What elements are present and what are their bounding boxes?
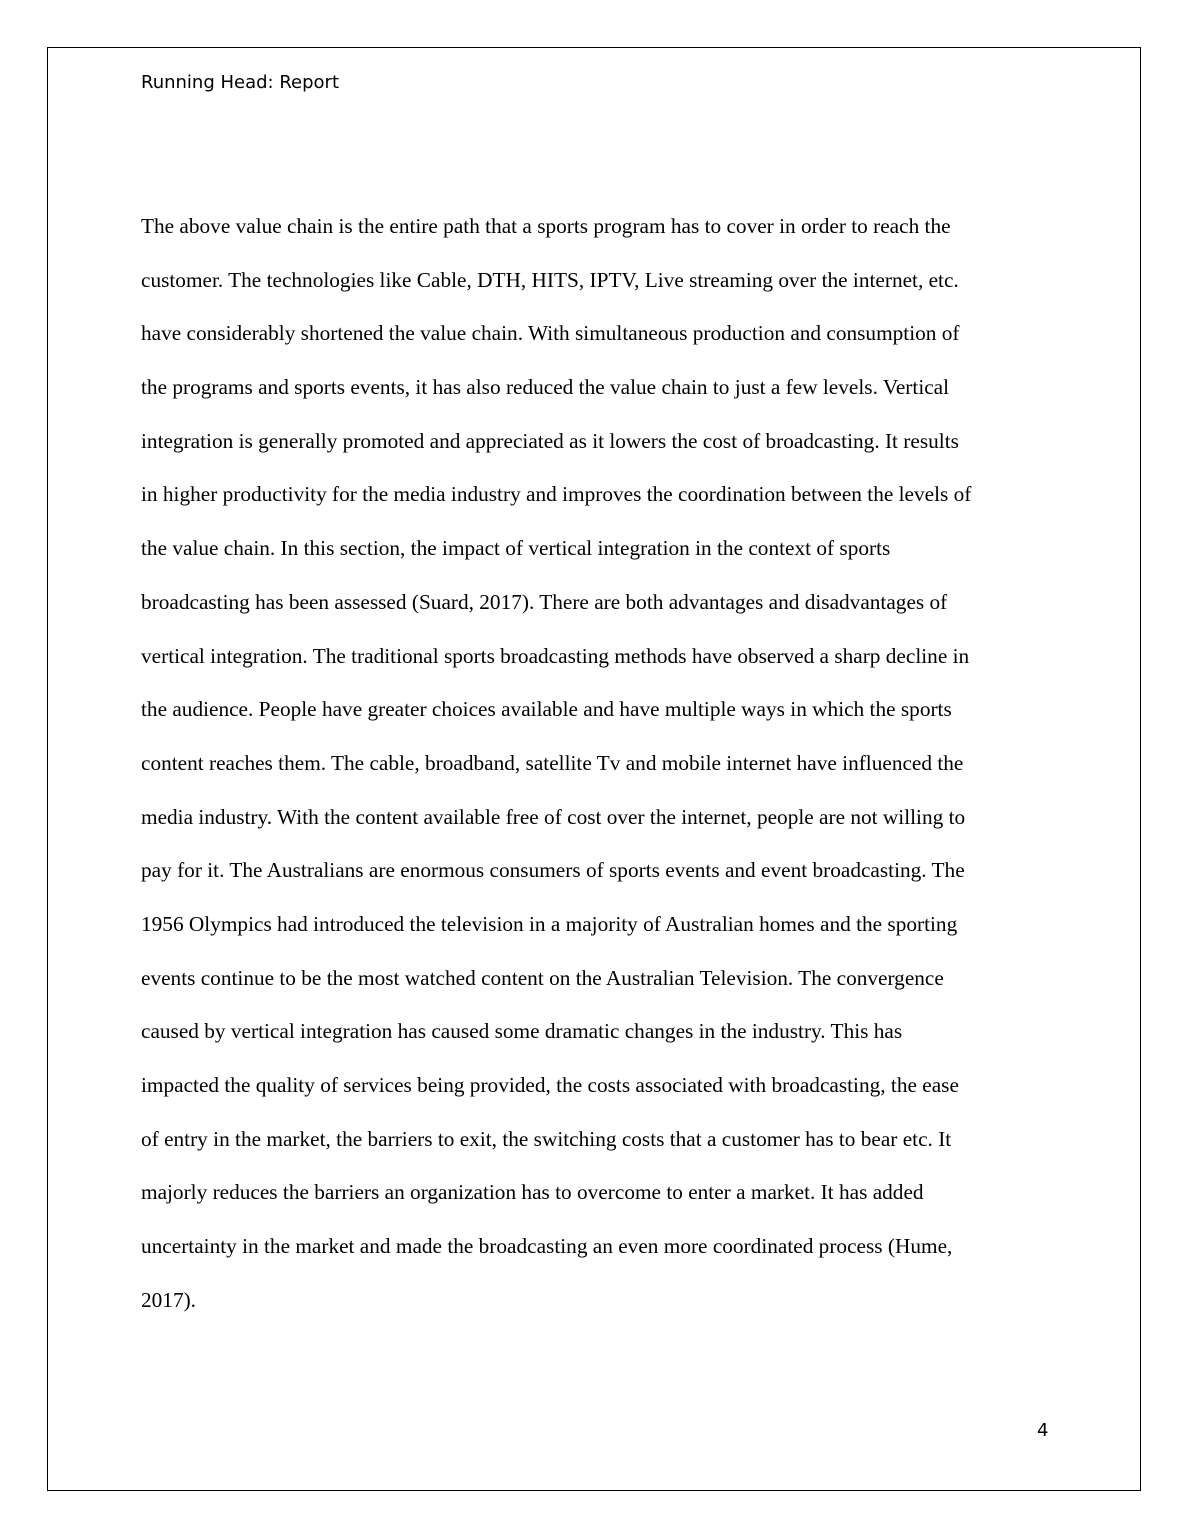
paragraph-line: 2017). xyxy=(141,1287,197,1312)
paragraph-line: the programs and sports events, it has also reduced the value chain to just a few levels. Vertical xyxy=(141,375,950,400)
running-head: Running Head: Report xyxy=(141,72,339,93)
paragraph-line: content reaches them. The cable, broadband, satellite Tv and mobile internet have influenced the xyxy=(141,750,964,775)
paragraph-line: impacted the quality of services being provided, the costs associated with broadcasting, the ease xyxy=(141,1073,959,1097)
paragraph-line: events continue to be the most watched content on the Australian Television. The convergence xyxy=(141,965,944,990)
paragraph-line: pay for it. The Australians are enormous consumers of sports events and event broadcasting. The xyxy=(141,858,965,883)
paragraph-line: broadcasting has been assessed (Suard, 2017). There are both advantages and disadvantages of xyxy=(141,589,948,614)
paragraph-line: customer. The technologies like Cable, DTH, HITS, IPTV, Live streaming over the internet, etc. xyxy=(141,267,959,292)
body-paragraph xyxy=(141,208,971,1335)
paragraph-line: vertical integration. The traditional sports broadcasting methods have observed a sharp decline in xyxy=(141,643,970,668)
paragraph-line: 1956 Olympics had introduced the television in a majority of Australian homes and the sporting xyxy=(141,911,958,936)
paragraph-line: caused by vertical integration has caused some dramatic changes in the industry. This has xyxy=(141,1019,903,1044)
paragraph-line: the audience. People have greater choices available and have multiple ways in which the sports xyxy=(141,697,952,722)
paragraph-line: of entry in the market, the barriers to exit, the switching costs that a customer has to bear etc. It xyxy=(141,1126,952,1151)
page-number: 4 xyxy=(1037,1420,1049,1441)
paragraph-line: have considerably shortened the value chain. With simultaneous production and consumption of xyxy=(141,321,960,346)
paragraph-line: the value chain. In this section, the impact of vertical integration in the context of sports xyxy=(141,536,891,561)
paragraph-line: uncertainty in the market and made the broadcasting an even more coordinated process (Hume, xyxy=(141,1234,953,1259)
paragraph-line: majorly reduces the barriers an organization has to overcome to enter a market. It has added xyxy=(141,1180,924,1205)
paragraph-line: media industry. With the content available free of cost over the internet, people are not willing to xyxy=(141,804,966,829)
paragraph-line: integration is generally promoted and appreciated as it lowers the cost of broadcasting. It results xyxy=(141,428,959,453)
paragraph-line: in higher productivity for the media industry and improves the coordination between the levels of xyxy=(141,482,972,507)
paragraph-line: The above value chain is the entire path that a sports program has to cover in order to reach the xyxy=(141,214,951,238)
